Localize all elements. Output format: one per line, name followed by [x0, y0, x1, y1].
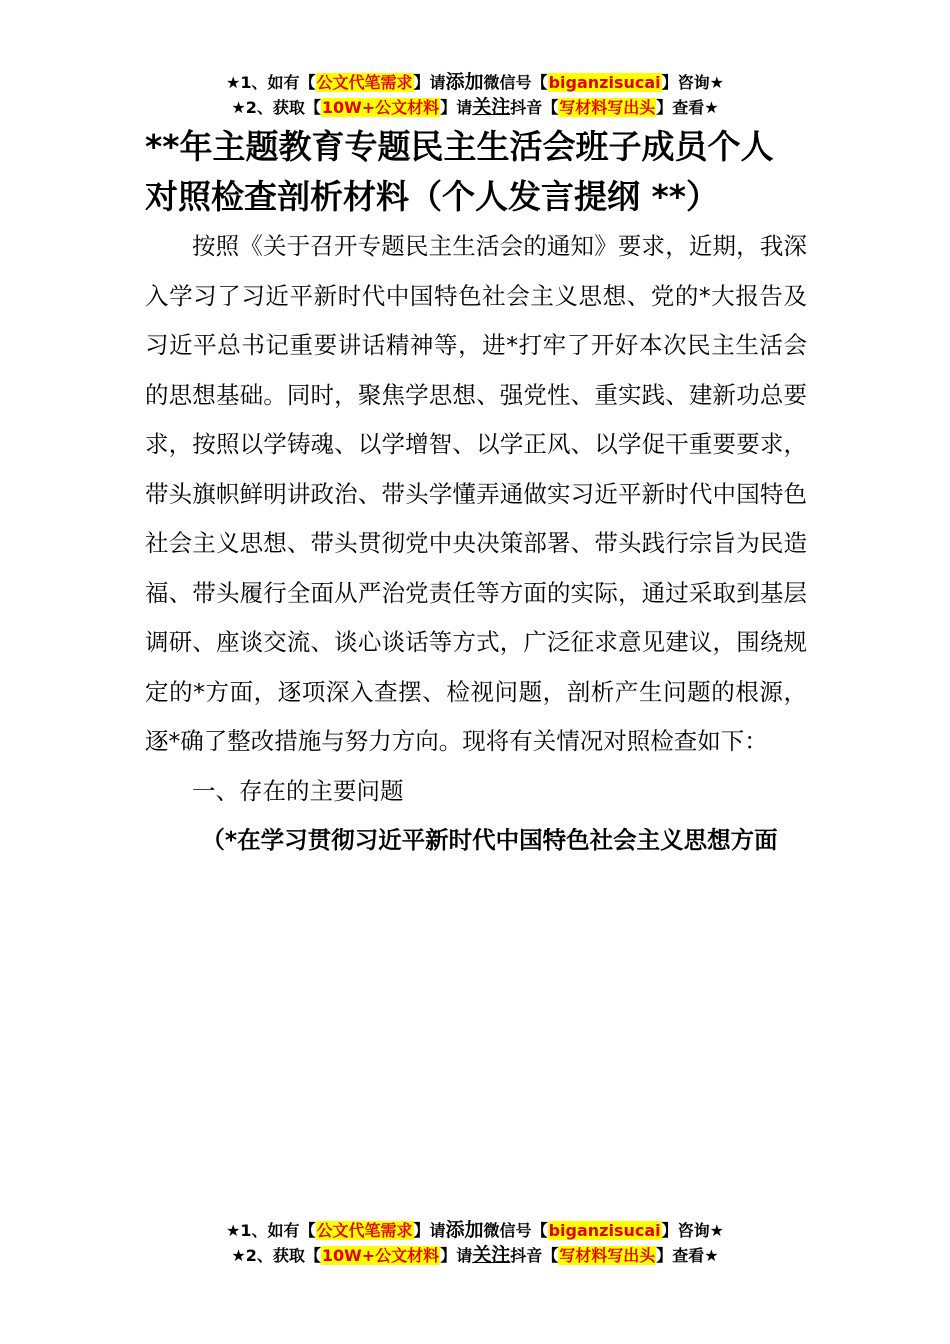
subsection-heading-1: （*在学习贯彻习近平新时代中国特色社会主义思想方面 — [201, 826, 778, 854]
header-banner — [0, 70, 950, 120]
footer-highlight-douyin-account: 写材料写出头 — [559, 1246, 656, 1265]
footer-line-1 — [0, 1218, 950, 1243]
intro-paragraph: 按照《关于召开专题民主生活会的通知》要求，近期，我深入学习了习近平新时代中国特色社会主义思想、党的*大报告及习近平总书记重要讲话精神等，进*打牢了开好本次民主生活会的思想基础。同时，聚焦学思想、强党性、重实践、建新功总要求，按照以学铸魂、以学增智、以学正风、以学促干重要要求，带头旗帜鲜明讲政治、带头学懂弄通做实习近平新时代中国特色社会主义思想、带头贯彻党中央决策部署、带头践行宗旨为民造福、带头履行全面从严治党责任等方面的实际，通过采取到基层调研、座谈交流、谈心谈话等方式，广泛征求意见建议，围绕规定的*方面，逐项深入查摆、检视问题，剖析产生问题的根源，逐*确了整改措施与努力方向。现将有关情况对照检查如下： — [145, 232, 807, 755]
banner-highlight-wechat-id: biganzisucai — [548, 73, 661, 92]
footer-line1-big-word: 添加 — [445, 1219, 484, 1241]
banner-highlight-writing-service: 公文代笔需求 — [316, 73, 413, 92]
footer-line2-prefix: ★2、获取【 — [231, 1246, 321, 1265]
footer-banner — [0, 1218, 950, 1268]
footer-highlight-wechat-id: biganzisucai — [548, 1221, 661, 1240]
footer-line2-mid1: 】请 — [440, 1246, 473, 1265]
document-title: **年主题教育专题民主生活会班子成员个人对照检查剖析材料（个人发言提纲 **） — [145, 127, 774, 216]
banner-line1-mid1: 】请 — [413, 73, 446, 92]
banner-line1-prefix: ★1、如有【 — [226, 73, 316, 92]
footer-line1-suffix: 】咨询★ — [661, 1221, 724, 1240]
footer-highlight-writing-service: 公文代笔需求 — [316, 1221, 413, 1240]
banner-line-2 — [0, 95, 950, 120]
document-body — [145, 222, 807, 866]
footer-line2-suffix: 】查看★ — [656, 1246, 719, 1265]
banner-line2-suffix: 】查看★ — [656, 98, 719, 117]
banner-line-1 — [0, 70, 950, 95]
banner-line1-suffix: 】咨询★ — [661, 73, 724, 92]
banner-line1-big-word: 添加 — [445, 71, 484, 93]
banner-line2-underline-word: 关注 — [472, 96, 511, 118]
banner-line2-prefix: ★2、获取【 — [231, 98, 321, 117]
footer-line1-prefix: ★1、如有【 — [226, 1221, 316, 1240]
footer-highlight-materials: 10W+公文材料 — [321, 1246, 440, 1265]
footer-line-2 — [0, 1243, 950, 1268]
footer-line2-underline-word: 关注 — [472, 1244, 511, 1266]
banner-line1-mid2: 微信号【 — [483, 73, 548, 92]
section-heading-1: 一、存在的主要问题 — [192, 776, 404, 805]
banner-line2-mid2: 抖音【 — [510, 98, 559, 117]
banner-line2-mid1: 】请 — [440, 98, 473, 117]
banner-highlight-materials: 10W+公文材料 — [321, 98, 440, 117]
banner-highlight-douyin-account: 写材料写出头 — [559, 98, 656, 117]
footer-line1-mid2: 微信号【 — [483, 1221, 548, 1240]
footer-line1-mid1: 】请 — [413, 1221, 446, 1240]
footer-line2-mid2: 抖音【 — [510, 1246, 559, 1265]
